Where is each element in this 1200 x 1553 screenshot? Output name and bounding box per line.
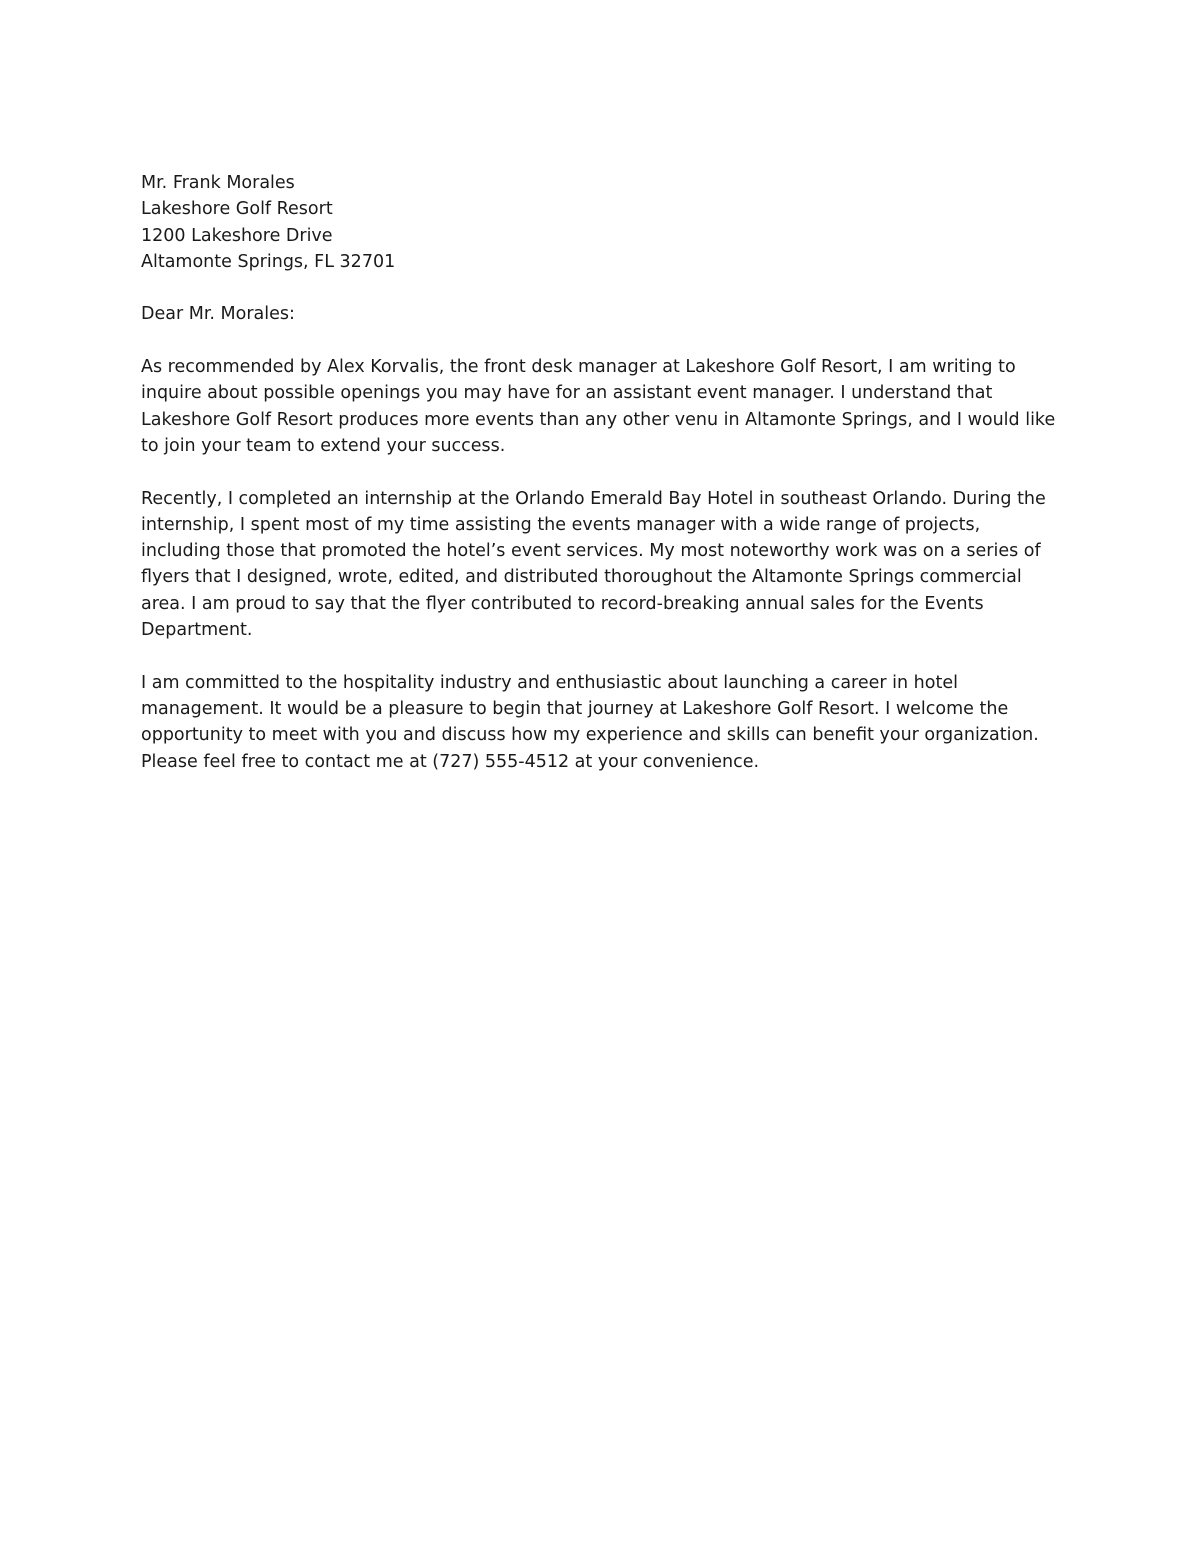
body-paragraph-1: As recommended by Alex Korvalis, the front desk manager at Lakeshore Golf Resort, I am writing to inquire about possible openings you may have for an assistant event manager. I understand that Lakeshore Golf Resort produces more events than any other venu in Altamonte Springs, and I would like to join your team to extend your success. [141, 357, 1056, 456]
salutation: Dear Mr. Morales: [141, 304, 295, 325]
body-paragraph-3: I am committed to the hospitality industry and enthusiastic about launching a career in hotel management. It would be a pleasure to begin that journey at Lakeshore Golf Resort. I welcome the opportunity to meet with you and discuss how my experience and skills can benefit your organization. Please feel free to contact me at (727) 555-4512 at your convenience. [141, 672, 1039, 772]
body-paragraph-2: Recently, I completed an internship at the Orlando Emerald Bay Hotel in southeast Orlando. During the internship, I spent most of my time assisting the events manager with a wide range of projects, including those that promoted the hotel’s event services. My most noteworthy work was on a series of flyers that I designed, wrote, edited, and distributed thoroughout the Altamonte Springs commercial area. I am proud to say that the flyer contributed to record-breaking annual sales for the Events Department. [141, 488, 1046, 641]
recipient-company: Lakeshore Golf Resort [141, 199, 333, 220]
cover-letter [141, 170, 1061, 775]
recipient-name: Mr. Frank Morales [141, 173, 295, 193]
recipient-address-block [141, 170, 1061, 275]
recipient-street: 1200 Lakeshore Drive [141, 225, 333, 246]
recipient-city-state-zip: Altamonte Springs, FL 32701 [141, 251, 396, 272]
